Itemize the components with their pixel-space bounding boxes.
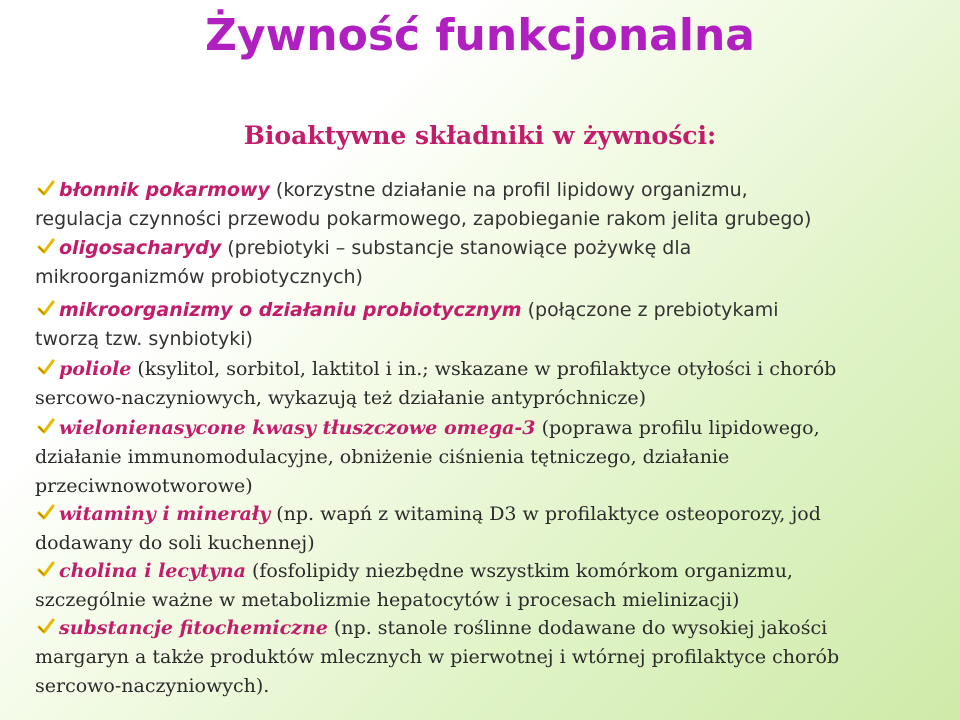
item-description: (korzystne działanie na profil lipidowy organizmu,: [269, 179, 748, 201]
item-description-continued: sercowo-naczyniowych).: [35, 675, 270, 697]
item-description-continued: przeciwnowotworowe): [35, 475, 253, 497]
item-description: (fosfolipidy niezbędne wszystkim komórkom organizmu,: [245, 560, 793, 582]
item-term: substancje fitochemiczne: [59, 617, 328, 639]
list-item-cholina: [35, 557, 945, 615]
list-item-poliole: [35, 355, 945, 413]
list-item-omega-3: [35, 414, 945, 501]
item-description: (poprawa profilu lipidowego,: [535, 417, 820, 439]
list-item-mikroorganizmy: [35, 296, 945, 354]
list-item-witaminy: [35, 500, 945, 558]
checkmark-icon: [37, 617, 55, 635]
item-description-continued: margaryn a także produktów mlecznych w pierwotnej i wtórnej profilaktyce chorób: [35, 646, 840, 668]
item-description-continued: sercowo-naczyniowych, wykazują też działanie antypróchnicze): [35, 387, 646, 409]
item-description-continued: tworzą tzw. synbiotyki): [35, 328, 253, 350]
checkmark-icon: [37, 237, 55, 255]
item-term: witaminy i minerały: [59, 503, 271, 525]
item-description-continued: szczególnie ważne w metabolizmie hepatocytów i procesach mielinizacji): [35, 589, 740, 611]
item-description: (połączone z prebiotykami: [521, 299, 779, 321]
item-description: (prebiotyki – substancje stanowiące pożywkę dla: [221, 237, 692, 259]
item-description-continued: regulacja czynności przewodu pokarmowego, zapobieganie rakom jelita grubego): [35, 208, 812, 230]
slide-subtitle: Bioaktywne składniki w żywności:: [243, 121, 717, 150]
checkmark-icon: [37, 417, 55, 435]
item-term: oligosacharydy: [59, 237, 222, 259]
item-term: cholina i lecytyna: [59, 560, 246, 582]
list-item-blonnik: [35, 176, 945, 234]
item-description: (ksylitol, sorbitol, laktitol i in.; wskazane w profilaktyce otyłości i chorób: [131, 358, 837, 380]
item-term: mikroorganizmy o działaniu probiotycznym: [59, 299, 522, 321]
item-description-continued: dodawany do soli kuchennej): [35, 532, 315, 554]
item-description-continued: działanie immunomodulacyjne, obniżenie ciśnienia tętniczego, działanie: [35, 446, 730, 468]
list-item-oligosacharydy: [35, 234, 945, 292]
item-description-continued: mikroorganizmów probiotycznych): [35, 266, 363, 288]
item-term: błonnik pokarmowy: [59, 179, 270, 201]
checkmark-icon: [37, 503, 55, 521]
slide-title: Żywność funkcjonalna: [205, 10, 755, 61]
checkmark-icon: [37, 179, 55, 197]
item-description: (np. stanole roślinne dodawane do wysokiej jakości: [327, 617, 828, 639]
checkmark-icon: [37, 560, 55, 578]
checkmark-icon: [37, 358, 55, 376]
item-description: (np. wapń z witaminą D3 w profilaktyce osteoporozy, jod: [270, 503, 821, 525]
item-term: wielonienasycone kwasy tłuszczowe omega-3: [59, 417, 536, 439]
item-term: poliole: [59, 358, 132, 380]
checkmark-icon: [37, 299, 55, 317]
list-item-fitochemiczne: [35, 614, 945, 701]
